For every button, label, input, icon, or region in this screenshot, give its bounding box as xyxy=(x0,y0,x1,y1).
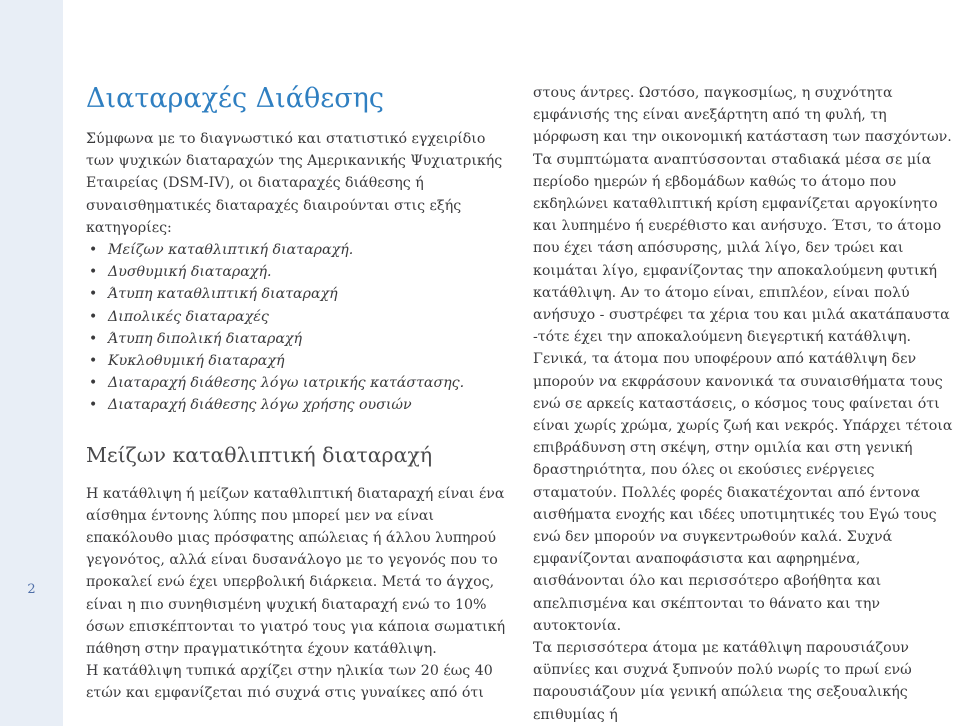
bullet-icon: • xyxy=(89,242,98,259)
subsection-title: Μείζων καταθλιπτική διαταραχή xyxy=(86,442,433,467)
category-list xyxy=(86,239,516,417)
body-paragraph: στους άντρες. Ωστόσο, παγκοσμίως, η συχνότητα εμφάνισής της είναι ανεξάρτητη από τη φυλή, τη μόρφωση και την οικονομική κατάσταση των πασχόντων. xyxy=(533,85,952,146)
list-item: • Κυκλοθυμική διαταραχή xyxy=(86,350,516,372)
body-paragraph: Η κατάθλιψη ή μείζων καταθλιπτική διαταραχή είναι ένα αίσθημα έντονης λύπης που μπορεί μεν να είναι επακόλουθο μιας πρόσφατης απώλειας ή άλλου λυπηρού γεγονότος, αλλά είναι δυσανάλογο με το γεγονός που το προκαλεί ενώ έχει υπερβολική διάρκεια. Μετά το άγχος, είναι η πιο συνηθισμένη ψυχική διαταραχή ενώ το 10% όσων επισκέπτονται το γιατρό τους για κάποια σωματική πάθηση στην πραγματικότητα έχουν κατάθλιψη. xyxy=(86,485,506,658)
list-item: • Άτυπη καταθλιπτική διαταραχή xyxy=(86,283,516,305)
page-sidebar xyxy=(0,0,63,726)
list-item: • Δυσθυμική διαταραχή. xyxy=(86,261,516,283)
intro-paragraph: Σύμφωνα με το διαγνωστικό και στατιστικό εγχειρίδιο των ψυχικών διαταραχών της Αμερικανικής Ψυχιατρικής Εταιρείας (DSM-IV), οι διαταραχές διάθεσης ή συναισθηματικές διαταραχές διαιρούνται στις εξής κατηγορίες: xyxy=(86,131,503,236)
bullet-icon: • xyxy=(89,397,98,414)
body-paragraph: Η κατάθλιψη τυπικά αρχίζει στην ηλικία των 20 έως 40 ετών και εμφανίζεται πιό συχνά στις γυναίκες από ότι xyxy=(86,663,493,702)
section-title: Διαταραχές Διάθεσης xyxy=(86,83,384,114)
bullet-icon: • xyxy=(89,330,98,347)
list-item: • Διαταραχή διάθεσης λόγω ιατρικής κατάστασης. xyxy=(86,372,516,394)
list-item: • Μείζων καταθλιπτική διαταραχή. xyxy=(86,239,516,261)
bullet-icon: • xyxy=(89,353,98,370)
page-number: 2 xyxy=(27,582,36,597)
list-item: • Άτυπη διπολική διαταραχή xyxy=(86,328,516,350)
bullet-icon: • xyxy=(89,375,98,392)
right-column xyxy=(533,82,953,726)
left-column xyxy=(86,82,516,705)
body-paragraph: Τα περισσότερα άτομα με κατάθλιψη παρουσιάζουν αϋπνίες και συχνά ξυπνούν πολύ νωρίς το πρωί ενώ παρουσιάζουν μία γενική απώλεια της σεξουαλικής επιθυμίας ή xyxy=(533,640,912,723)
bullet-icon: • xyxy=(89,286,98,303)
bullet-icon: • xyxy=(89,264,98,281)
body-paragraph: Τα συμπτώματα αναπτύσσονται σταδιακά μέσα σε μία περίοδο ημερών ή εβδομάδων καθώς το άτομο που εκδηλώνει καταθλιπτική κρίση εμφανίζεται αργοκίνητο και λυπημένο ή ευερέθιστο και ανήσυχο. Έτσι, το άτομο που έχει τάση απόσυρσης, μιλά λίγο, δεν τρώει και κοιμάται λίγο, εμφανίζοντας την αποκαλούμενη φυτική κατάθλιψη. Αν το άτομο είναι, επιπλέον, είναι πολύ ανήσυχο - συστρέφει τα χέρια του και μιλά ακατάπαυστα -τότε έχει την αποκαλούμενη διεγερτική κατάθλιψη. xyxy=(533,151,950,346)
body-paragraph: Γενικά, τα άτομα που υποφέρουν από κατάθλιψη δεν μπορούν να εκφράσουν κανονικά τα συναισθήματα τους ενώ σε αρκείς καταστάσεις, ο κόσμος τους φαίνεται ότι είναι χωρίς χρώμα, χωρίς ζωή και νεκρός. Υπάρχει τέτοια επιβράδυνση στη σκέψη, στην ομιλία και στη γενική δραστηριότητα, που όλες οι εκούσιες ενέργειες σταματούν. Πολλές φορές διακατέχονται από έντονα αισθήματα ενοχής και ιδέες υποτιμητικές του Εγώ τους ενώ δεν μπορούν να συγκεντρωθούν καλά. Συχνά εμφανίζονται αναποφάσιστα και αφηρημένα, αισθάνονται όλο και περισσότερο αβοήθητα και απελπισμένα και σκέπτονται το θάνατο και την αυτοκτονία. xyxy=(533,351,953,634)
list-item: • Διπολικές διαταραχές xyxy=(86,306,516,328)
bullet-icon: • xyxy=(89,308,98,325)
list-item: • Διαταραχή διάθεσης λόγω χρήσης ουσιών xyxy=(86,394,516,416)
